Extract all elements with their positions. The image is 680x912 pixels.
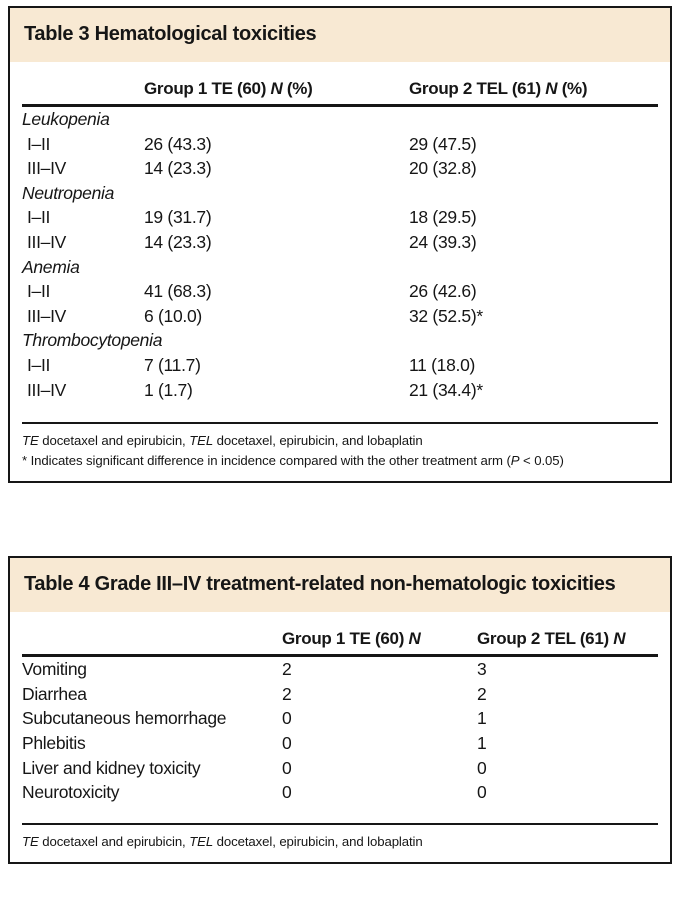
- table4-header-group2: [477, 629, 658, 649]
- row-label: Neurotoxicity: [22, 782, 120, 803]
- category-row: [22, 107, 658, 132]
- header-group2-pct: (%): [557, 79, 588, 98]
- table-row: [22, 132, 658, 157]
- table3-header-row: [22, 62, 658, 107]
- group2-value: 1: [477, 732, 487, 753]
- category-row: [22, 255, 658, 280]
- group1-value: 19 (31.7): [144, 207, 212, 228]
- table-row: [22, 731, 658, 756]
- group2-value: 18 (29.5): [409, 207, 477, 228]
- table3-footnote-significance: [22, 451, 658, 471]
- row-label: Thrombocytopenia: [22, 330, 163, 351]
- table-row: [22, 156, 658, 181]
- group2-value: 11 (18.0): [409, 354, 476, 375]
- row-label: Leukopenia: [22, 109, 110, 129]
- group1-value: 0: [282, 708, 292, 729]
- abbrev-te: TE: [22, 433, 39, 449]
- table4-header-group1: [282, 629, 477, 649]
- group1-value: 0: [282, 757, 292, 778]
- row-label: Anemia: [22, 256, 80, 277]
- row-label: III–IV: [27, 158, 67, 179]
- group1-value: 0: [282, 782, 292, 803]
- abbrev-tel-text: docetaxel, epirubicin, and lobaplatin: [213, 433, 423, 449]
- abbrev-tel: TEL: [189, 433, 214, 449]
- header-group1-n: N: [270, 79, 283, 98]
- table3-title-bar: [10, 8, 670, 62]
- table-row: [22, 682, 658, 707]
- group1-value: 41 (68.3): [144, 281, 212, 302]
- table3-header-group2: [409, 79, 658, 99]
- row-label: III–IV: [27, 231, 67, 252]
- header-group1-text: Group 1 TE (60): [282, 629, 409, 649]
- group1-value: 0: [282, 732, 292, 753]
- abbrev-te-text: docetaxel and epirubicin,: [38, 433, 190, 449]
- table3-rows: [22, 107, 658, 402]
- table-row: [22, 230, 658, 255]
- table3-body: [10, 62, 670, 481]
- header-group2-n: N: [545, 79, 558, 98]
- table3-footnote-abbreviations: [22, 431, 658, 451]
- table4-title-bar: [10, 558, 670, 612]
- group2-value: 26 (42.6): [409, 281, 477, 302]
- group1-value: 7 (11.7): [144, 354, 201, 375]
- table3-panel: [8, 6, 672, 483]
- row-label: I–II: [27, 281, 51, 302]
- group2-value: 0: [477, 757, 487, 778]
- abbrev-te: TE: [22, 833, 39, 849]
- table-row: [22, 706, 658, 731]
- table3-title: Table 3 Hematological toxicities: [24, 23, 317, 45]
- row-label: III–IV: [27, 379, 67, 400]
- abbrev-tel: TEL: [189, 833, 214, 849]
- table4-rows: [22, 657, 658, 805]
- group1-value: 1 (1.7): [144, 379, 193, 400]
- table-row: [22, 756, 658, 781]
- category-row: [22, 181, 658, 206]
- row-label: I–II: [27, 207, 51, 228]
- group2-value: 2: [477, 683, 487, 704]
- table4-panel: [8, 556, 672, 864]
- table-row: [22, 205, 658, 230]
- group2-value: 20 (32.8): [409, 158, 477, 179]
- group1-value: 2: [282, 659, 292, 680]
- abbrev-tel-text: docetaxel, epirubicin, and lobaplatin: [213, 833, 423, 849]
- significance-p: P: [510, 452, 520, 468]
- header-group1-pct: (%): [282, 79, 313, 98]
- table4-footnotes: [22, 823, 658, 863]
- row-label: I–II: [27, 354, 51, 375]
- header-group1-text: Group 1 TE (60): [144, 79, 271, 98]
- group1-value: 14 (23.3): [144, 158, 212, 179]
- group1-value: 2: [282, 683, 292, 704]
- table-row: [22, 657, 658, 682]
- significance-text: * Indicates significant difference in incidence compared with the other treatment arm (: [22, 452, 511, 468]
- table-row: [22, 279, 658, 304]
- table-row: [22, 353, 658, 378]
- row-label: Liver and kidney toxicity: [22, 757, 201, 778]
- header-group2-text: Group 2 TEL (61): [409, 79, 546, 98]
- row-label: III–IV: [27, 305, 67, 326]
- row-label: I–II: [27, 133, 51, 154]
- group1-value: 6 (10.0): [144, 305, 202, 326]
- significance-threshold: < 0.05): [519, 452, 564, 468]
- abbrev-te-text: docetaxel and epirubicin,: [38, 833, 190, 849]
- table3-header-group1: [144, 79, 409, 99]
- group2-value: 21 (34.4)*: [409, 379, 483, 400]
- group2-value: 32 (52.5)*: [409, 305, 483, 326]
- header-group2-text: Group 2 TEL (61): [477, 629, 614, 649]
- row-label: Subcutaneous hemorrhage: [22, 708, 227, 729]
- header-group2-n: N: [613, 629, 626, 649]
- row-label: Neutropenia: [22, 182, 115, 203]
- category-row: [22, 328, 658, 353]
- table4-title: Table 4 Grade III–IV treatment-related non-hematologic toxicities: [24, 573, 616, 596]
- group2-value: 29 (47.5): [409, 133, 477, 154]
- table-row: [22, 378, 658, 403]
- header-group1-n: N: [408, 629, 421, 649]
- table4-footnote-abbreviations: [22, 832, 658, 852]
- group2-value: 3: [477, 659, 487, 680]
- group2-value: 24 (39.3): [409, 231, 477, 252]
- table-row: [22, 780, 658, 805]
- table4-header-row: [22, 612, 658, 657]
- group2-value: 0: [477, 782, 487, 803]
- table-row: [22, 304, 658, 329]
- table4-body: [10, 612, 670, 862]
- group2-value: 1: [477, 708, 487, 729]
- row-label: Phlebitis: [22, 732, 86, 753]
- table3-footnotes: [22, 422, 658, 481]
- group1-value: 26 (43.3): [144, 133, 212, 154]
- row-label: Diarrhea: [22, 683, 87, 704]
- group1-value: 14 (23.3): [144, 231, 212, 252]
- row-label: Vomiting: [22, 659, 87, 680]
